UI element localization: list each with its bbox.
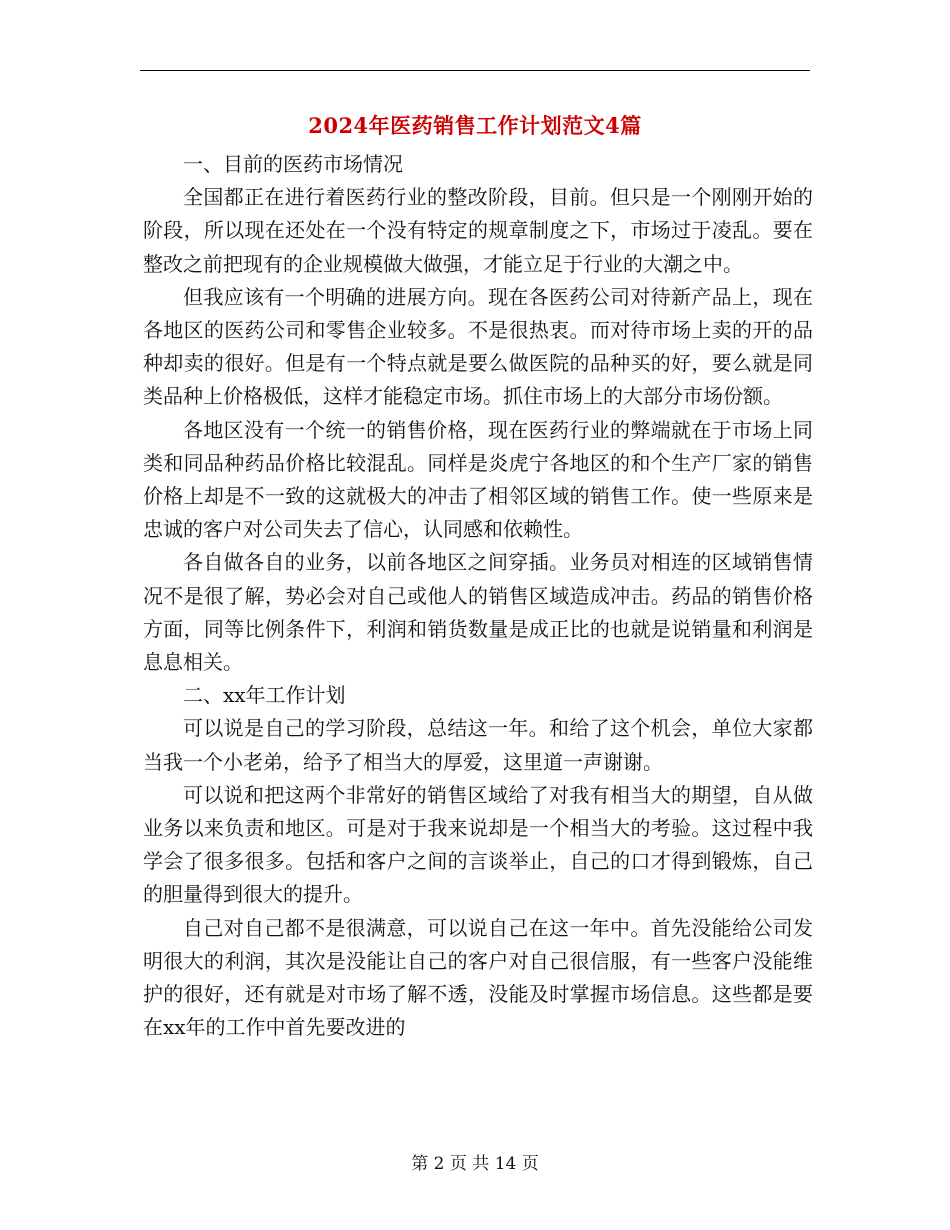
section-heading-market: 一、目前的医药市场情况 (183, 152, 403, 176)
body-paragraph: 全国都正在进行着医药行业的整改阶段，目前。但只是一个刚刚开始的阶段，所以现在还处在一个没有特定的规章制度之下，市场过于凌乱。要在整改之前把现有的企业规模做大做强，才能立足于行业的大潮之中。 (143, 185, 813, 276)
section-heading-plan: 二、xx年工作计划 (183, 683, 346, 708)
page-number-footer: 第 2 页 共 14 页 (411, 1154, 539, 1174)
document-title: 2024年医药销售工作计划范文4篇 (308, 113, 642, 138)
body-paragraph: 各地区没有一个统一的销售价格，现在医药行业的弊端就在于市场上同类和同品种药品价格比较混乱。同样是炎虎宁各地区的和个生产厂家的销售价格上却是不一致的这就极大的冲击了相邻区域的销售工作。使一些原来是忠诚的客户对公司失去了信心，认同感和依赖性。 (143, 417, 813, 542)
header-rule (140, 70, 810, 71)
body-paragraph: 自己对自己都不是很满意，可以说自己在这一年中。首先没能给公司发明很大的利润，其次是没能让自己的客户对自己很信服，有一些客户没能维护的很好，还有就是对市场了解不透，没能及时掌握市场信息。这些都是要在xx年的工作中首先要改进的 (143, 915, 813, 1040)
document-body (143, 148, 813, 1044)
body-paragraph: 但我应该有一个明确的进展方向。现在各医药公司对待新产品上，现在各地区的医药公司和零售企业较多。不是很热衷。而对待市场上卖的开的品种却卖的很好。但是有一个特点就是要么做医院的品种买的好，要么就是同类品种上价格极低，这样才能稳定市场。抓住市场上的大部分市场份额。 (143, 284, 813, 409)
body-paragraph: 可以说是自己的学习阶段，总结这一年。和给了这个机会，单位大家都当我一个小老弟，给予了相当大的厚爱，这里道一声谢谢。 (143, 716, 813, 774)
body-paragraph: 可以说和把这两个非常好的销售区域给了对我有相当大的期望，自从做业务以来负责和地区。可是对于我来说却是一个相当大的考验。这过程中我学会了很多很多。包括和客户之间的言谈举止，自己的口才得到锻炼，自己的胆量得到很大的提升。 (143, 782, 813, 907)
body-paragraph: 各自做各自的业务，以前各地区之间穿插。业务员对相连的区域销售情况不是很了解，势必会对自己或他人的销售区域造成冲击。药品的销售价格方面，同等比例条件下，利润和销货数量是成正比的也就是说销量和利润是息息相关。 (143, 550, 813, 675)
